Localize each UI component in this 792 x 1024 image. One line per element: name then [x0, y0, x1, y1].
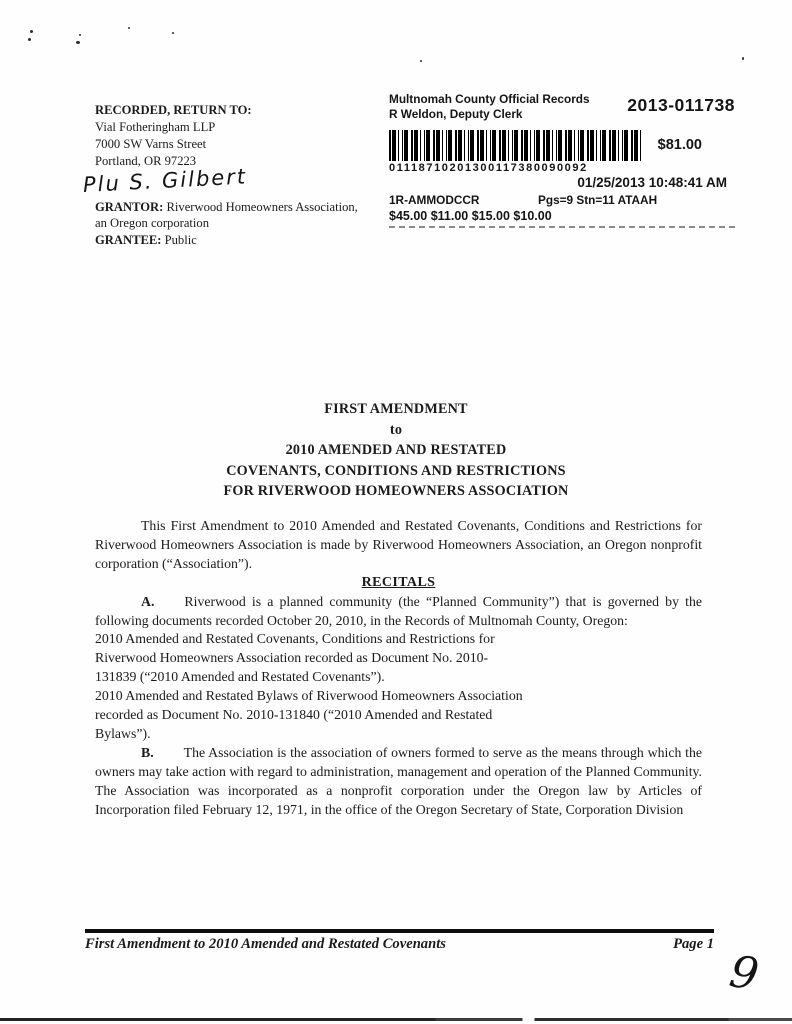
referenced-document-2: 2010 Amended and Restated Bylaws of Riverwood Homeowners Association recorded as Document No. 2010-131840 (“2010 Amended and Restated Bylaws”). — [95, 688, 523, 741]
instrument-number: 2013-011738 — [627, 95, 735, 115]
title-line: FOR RIVERWOOD HOMEOWNERS ASSOCIATION — [223, 483, 569, 499]
page-number: Page 1 — [673, 936, 714, 952]
grantor-name: Riverwood Homeowners Association, — [163, 199, 358, 214]
recitals-heading: RECITALS — [361, 574, 436, 590]
document-code: 1R-AMMODCCR — [389, 192, 480, 207]
footer-title: First Amendment to 2010 Amended and Restated Covenants — [85, 936, 446, 952]
stamp-header-row — [389, 92, 735, 123]
county-office-name: Multnomah County Official Records — [389, 92, 590, 106]
title-line: 2010 AMENDED AND RESTATED — [285, 442, 507, 458]
handwritten-page-mark: 9 — [725, 945, 763, 1002]
scan-speck-artifact — [420, 60, 422, 62]
grantee-line — [95, 232, 395, 249]
stamp-divider-line — [389, 226, 735, 228]
scan-speck-artifact — [742, 57, 744, 60]
scan-speck-artifact — [28, 38, 31, 41]
recording-stamp — [389, 92, 735, 228]
grantor-label: GRANTOR: — [95, 199, 164, 214]
scan-speck-artifact — [172, 32, 174, 34]
title-line: COVENANTS, CONDITIONS AND RESTRICTIONS — [226, 462, 566, 479]
barcode — [389, 130, 641, 161]
grantee-label: GRANTEE: — [95, 233, 162, 248]
recorded-return-heading: RECORDED, RETURN TO: — [95, 103, 252, 117]
page-footer — [85, 929, 714, 953]
barcode-number: 01118710201300117380090092 — [389, 161, 588, 174]
title-line: FIRST AMENDMENT — [324, 401, 468, 417]
recital-b — [95, 744, 702, 820]
intro-paragraph: This First Amendment to 2010 Amended and Restated Covenants, Conditions and Restrictions for Riverwood Homeowners Association is made by Riverwood Homeowners Association, an Oregon nonprofit corporation (“Association”). — [95, 518, 702, 571]
pages-station: Pgs=9 Stn=11 ATAAH — [538, 192, 658, 207]
address-line: Vial Fotheringham LLP — [95, 119, 216, 134]
referenced-document-1: 2010 Amended and Restated Covenants, Conditions and Restrictions for Riverwood Homeowners Association recorded as Document No. 2010-131839 (“2010 Amended and Restated Covenants”). — [95, 631, 495, 685]
scan-speck-artifact — [30, 30, 33, 33]
grantee-name: Public — [161, 233, 197, 248]
recital-b-text: The Association is the association of owners formed to serve as the means through which the owners may take action with regard to administration, management and operation of the Planned Community. The Association was incorporated as a nonprofit corporation under the Oregon law by Articles of Incorporation filed February 12, 1971, in the office of the Oregon Secretary of State, Corporation Division — [95, 744, 702, 817]
recital-a — [95, 593, 702, 631]
document-body — [95, 517, 702, 820]
stamp-office-block — [389, 92, 614, 123]
grantor-line-2: an Oregon corporation — [95, 216, 210, 231]
fee-breakdown: $45.00 $11.00 $15.00 $10.00 — [389, 208, 552, 223]
recital-b-label: B. — [141, 744, 154, 760]
stamp-barcode-row — [389, 130, 735, 161]
grantor-line — [95, 199, 395, 216]
stamp-code-row — [389, 193, 735, 207]
recording-datetime: 01/25/2013 10:48:41 AM — [577, 174, 727, 190]
scan-edge-artifact — [0, 1018, 792, 1021]
return-address-block — [82, 102, 395, 249]
recital-a-text: Riverwood is a planned community (the “Planned Community”) that is governed by the following documents recorded October 20, 2010, in the Records of Multnomah County, Oregon: — [95, 593, 702, 628]
address-line: 7000 SW Varns Street — [95, 136, 207, 151]
document-title — [0, 399, 792, 502]
scan-speck-artifact — [76, 41, 80, 44]
total-fee: $81.00 — [657, 137, 702, 154]
deputy-clerk: R Weldon, Deputy Clerk — [389, 107, 523, 122]
scan-speck-artifact — [79, 34, 81, 36]
title-line: to — [389, 421, 403, 438]
scan-speck-artifact — [128, 27, 130, 29]
address-line: Portland, OR 97223 — [95, 153, 197, 168]
handwritten-signature: Plu S. Gilbert — [82, 163, 248, 197]
recital-a-label: A. — [141, 593, 155, 609]
